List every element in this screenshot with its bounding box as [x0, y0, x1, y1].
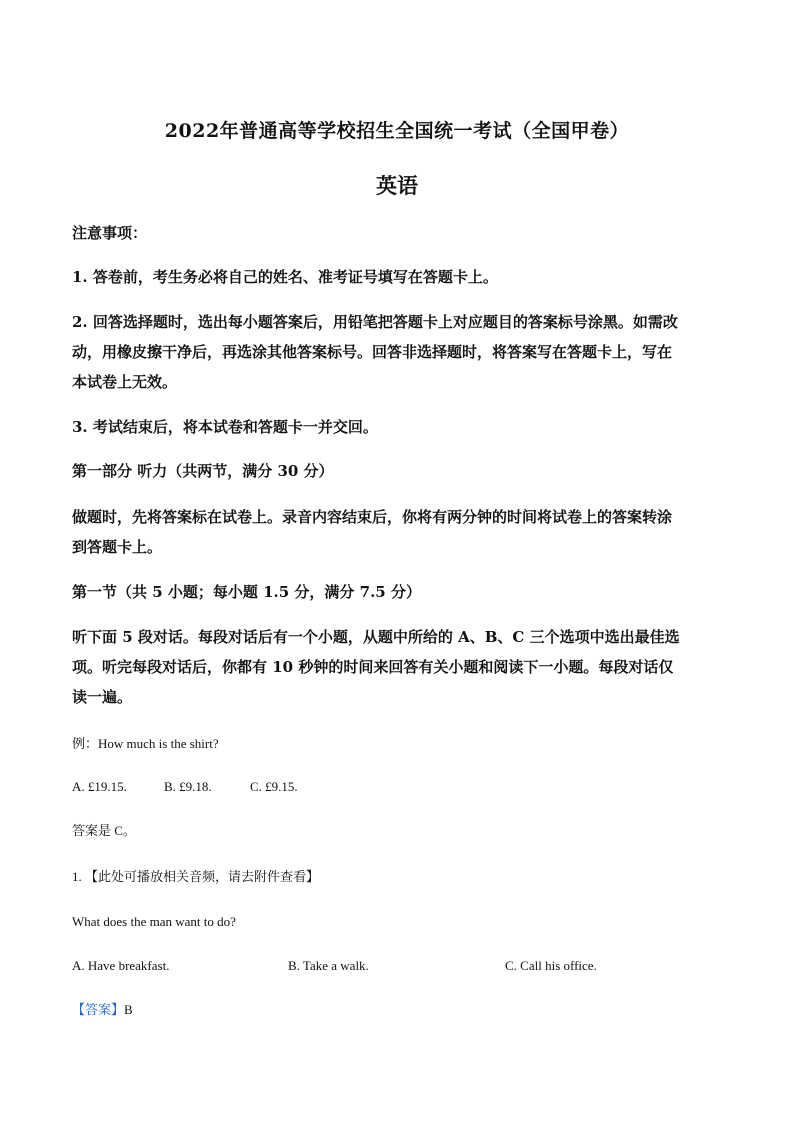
- question-1-option-c: C. Call his office.: [505, 958, 597, 973]
- section1-instruction-line-3: 读一遍。: [72, 688, 133, 706]
- part1-heading: 第一部分 听力（共两节，满分 30 分）: [72, 462, 334, 480]
- answer-value: B: [124, 1002, 133, 1017]
- question-1-text: What does the man want to do?: [72, 914, 236, 929]
- question-1-option-a: A. Have breakfast.: [72, 958, 170, 973]
- part1-instruction-line-2: 到答题卡上。: [72, 538, 163, 556]
- question-1-answer: [72, 999, 722, 1021]
- answer-tag: 【答案】: [72, 1002, 125, 1017]
- notice-item-2-line-1: 2. 回答选择题时，选出每小题答案后，用铅笔把答题卡上对应题目的答案标号涂黑。如需改: [72, 313, 678, 331]
- example-answer: 答案是 C。: [72, 823, 136, 838]
- example-option-b: B. £9.18.: [164, 779, 212, 794]
- section1-instruction-line-2: 项。听完每段对话后，你都有 10 秒钟的时间来回答有关小题和阅读下一小题。每段对话仅: [72, 658, 674, 676]
- notice-item-2-line-3: 本试卷上无效。: [72, 373, 178, 391]
- section1-instruction-line-1: 听下面 5 段对话。每段对话后有一个小题，从题中所给的 A、B、C 三个选项中选出最佳选: [72, 628, 680, 646]
- section1-heading: 第一节（共 5 小题；每小题 1.5 分，满分 7.5 分）: [72, 583, 421, 601]
- notice-item-2-line-2: 动，用橡皮擦干净后，再选涂其他答案标号。回答非选择题时，将答案写在答题卡上，写在: [72, 343, 673, 361]
- part1-instruction-line-1: 做题时，先将答案标在试卷上。录音内容结束后，你将有两分钟的时间将试卷上的答案转涂: [72, 508, 673, 526]
- exam-title: 2022年普通高等学校招生全国统一考试（全国甲卷）: [164, 120, 630, 142]
- notice-item-1: 1. 答卷前，考生务必将自己的姓名、准考证号填写在答题卡上。: [72, 268, 498, 286]
- notice-item-3: 3. 考试结束后，将本试卷和答题卡一并交回。: [72, 418, 378, 436]
- question-1-audio-note: 1. 【此处可播放相关音频，请去附件查看】: [72, 869, 320, 884]
- example-question: 例：How much is the shirt?: [72, 736, 219, 751]
- question-1-option-b: B. Take a walk.: [288, 958, 369, 973]
- example-option-a: A. £19.15.: [72, 779, 127, 794]
- subject-title: 英语: [376, 173, 418, 198]
- example-option-c: C. £9.15.: [250, 779, 298, 794]
- notice-heading: 注意事项：: [72, 224, 148, 242]
